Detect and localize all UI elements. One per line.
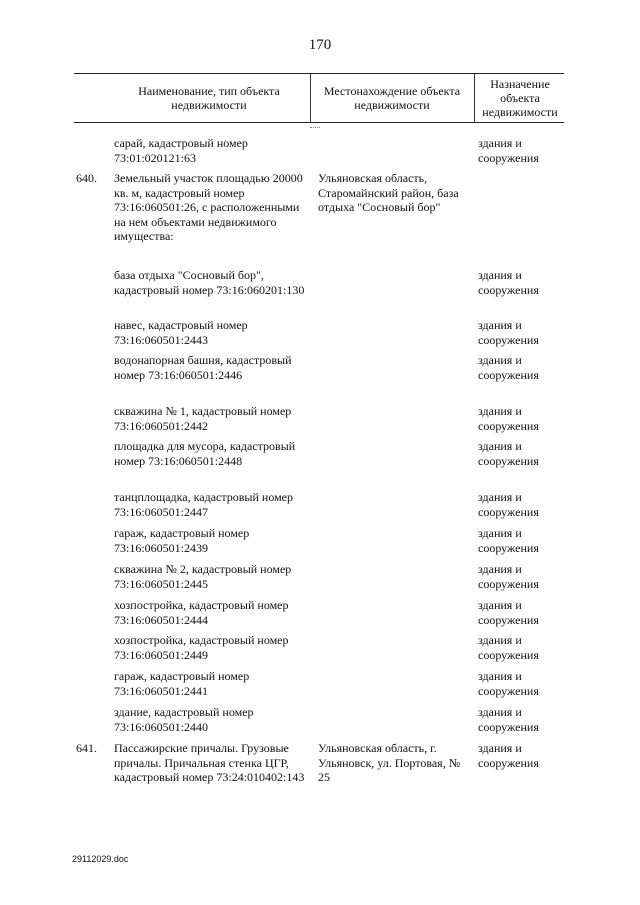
object-purpose: здания и сооружения bbox=[478, 741, 539, 770]
row-number: 640. bbox=[76, 171, 97, 185]
object-name: гараж, кадастровый номер 73:16:060501:2441 bbox=[114, 669, 250, 698]
column-divider bbox=[310, 74, 311, 122]
object-purpose: здания и сооружения bbox=[478, 353, 539, 382]
object-name: навес, кадастровый номер 73:16:060501:2443 bbox=[114, 318, 248, 347]
document-filename: 29112029.doc bbox=[72, 854, 129, 864]
page-number: 170 bbox=[308, 37, 332, 53]
object-name: хозпостройка, кадастровый номер 73:16:060501:2449 bbox=[114, 633, 289, 662]
object-name: скважина № 2, кадастровый номер 73:16:060501:2445 bbox=[114, 562, 292, 591]
object-purpose: здания и сооружения bbox=[478, 669, 539, 698]
object-name: здание, кадастровый номер 73:16:060501:2440 bbox=[114, 705, 254, 734]
header-name-column: Наименование, тип объекта недвижимости bbox=[138, 84, 280, 112]
object-name: хозпостройка, кадастровый номер 73:16:060501:2444 bbox=[114, 598, 289, 627]
divider-mark bbox=[310, 127, 320, 128]
object-name: танцплощадка, кадастровый номер 73:16:060501:2447 bbox=[114, 490, 294, 519]
object-purpose: здания и сооружения bbox=[478, 562, 539, 591]
object-purpose: здания и сооружения bbox=[478, 526, 539, 555]
object-name: Земельный участок площадью 20000 кв. м, кадастровый номер 73:16:060501:26, с расположенными на нем объектами недвижимого имущества: bbox=[114, 171, 303, 244]
table-header bbox=[74, 73, 564, 123]
object-name: водонапорная башня, кадастровый номер 73:16:060501:2446 bbox=[114, 353, 292, 382]
object-purpose: здания и сооружения bbox=[478, 318, 539, 347]
object-purpose: здания и сооружения bbox=[478, 268, 539, 297]
object-name: Пассажирские причалы. Грузовые причалы. Причальная стенка ЦГР, кадастровый номер 73:24:010402:143 bbox=[114, 741, 305, 785]
object-purpose: здания и сооружения bbox=[478, 404, 539, 433]
header-location-column: Местонахождение объекта недвижимости bbox=[323, 84, 461, 112]
object-name: сарай, кадастровый номер 73:01:020121:63 bbox=[114, 136, 248, 165]
object-purpose: здания и сооружения bbox=[478, 439, 539, 468]
object-location: Ульяновская область, г. Ульяновск, ул. Портовая, № 25 bbox=[318, 741, 461, 785]
object-purpose: здания и сооружения bbox=[478, 490, 539, 519]
object-name: гараж, кадастровый номер 73:16:060501:2439 bbox=[114, 526, 250, 555]
object-purpose: здания и сооружения bbox=[478, 598, 539, 627]
row-number: 641. bbox=[76, 741, 97, 755]
object-location: Ульяновская область, Старомайнский район, база отдыха "Сосновый бор" bbox=[318, 171, 459, 215]
object-purpose: здания и сооружения bbox=[478, 136, 539, 165]
object-purpose: здания и сооружения bbox=[478, 633, 539, 662]
object-name: база отдыха "Сосновый бор", кадастровый номер 73:16:060201:130 bbox=[114, 268, 305, 297]
column-divider bbox=[474, 74, 475, 122]
object-name: скважина № 1, кадастровый номер 73:16:060501:2442 bbox=[114, 404, 292, 433]
header-purpose-column: Назначение объекта недвижимости bbox=[482, 77, 558, 119]
object-purpose: здания и сооружения bbox=[478, 705, 539, 734]
object-name: площадка для мусора, кадастровый номер 73:16:060501:2448 bbox=[114, 439, 296, 468]
